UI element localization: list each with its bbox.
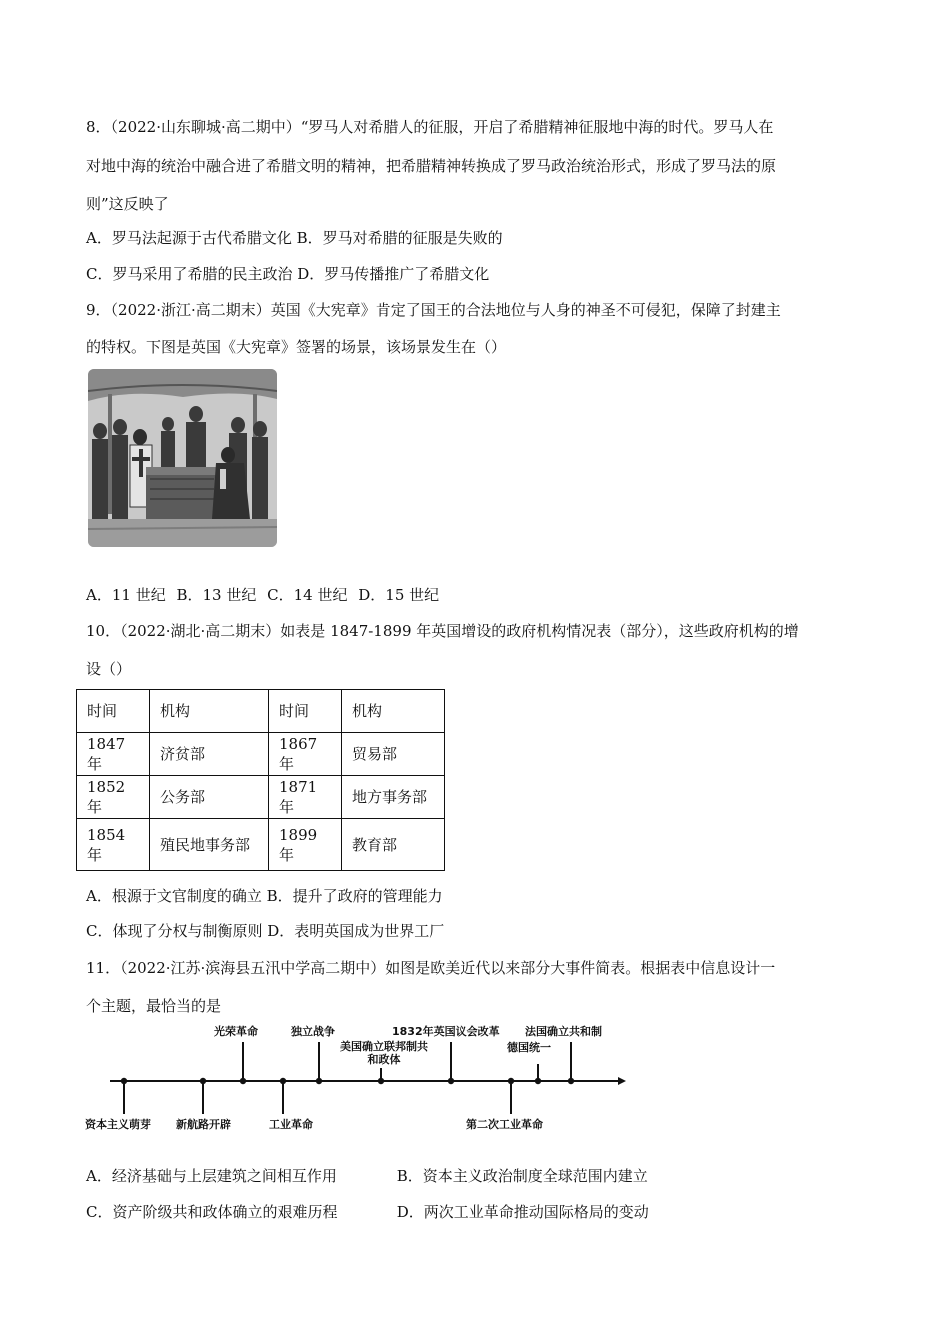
q11-option-d[interactable]: D．两次工业革命推动国际格局的变动 <box>396 1203 649 1221</box>
q9-options[interactable] <box>86 585 445 605</box>
table-header-cell: 时间 <box>269 690 342 733</box>
q11-option-b[interactable]: B．资本主义政治制度全球范围内建立 <box>396 1167 648 1185</box>
table-cell: 地方事务部 <box>342 776 445 819</box>
timeline-label-war-of-independence: 独立战争 <box>291 1025 335 1038</box>
table-header-cell: 机构 <box>342 690 445 733</box>
q11-option-c[interactable]: C．资产阶级共和政体确立的艰难历程 <box>86 1203 338 1221</box>
timeline-label-french-republic: 法国确立共和制 <box>525 1025 602 1038</box>
timeline-label-german-unification: 德国统一 <box>507 1041 551 1054</box>
table-cell: 贸易部 <box>342 733 445 776</box>
q9-option-b[interactable]: B．13 世纪 <box>176 586 257 604</box>
q10-line-1: 10．（2022·湖北·高二期末）如表是 1847-1899 年英国增设的政府机构情况表（部分），这些政府机构的增 <box>86 622 799 640</box>
table-row <box>77 776 445 819</box>
q11-options-row-2[interactable] <box>86 1202 655 1222</box>
table-row <box>77 819 445 871</box>
timeline-label-second-industrial-revolution: 第二次工业革命 <box>466 1118 543 1131</box>
timeline-label-us-federal-republic: 美国确立联邦制共和政体 <box>340 1040 428 1066</box>
q9-option-c[interactable]: C．14 世纪 <box>267 586 348 604</box>
q9-option-d[interactable]: D．15 世纪 <box>358 586 440 604</box>
table-cell: 教育部 <box>342 819 445 871</box>
timeline-label-industrial-revolution: 工业革命 <box>269 1118 313 1131</box>
table-header-cell: 时间 <box>77 690 150 733</box>
q8-options-row-1[interactable]: A．罗马法起源于古代希腊文化 B．罗马对希腊的征服是失败的 <box>86 229 503 247</box>
timeline-label-glorious-revolution: 光荣革命 <box>214 1025 258 1038</box>
table-cell: 1899 年 <box>269 819 342 871</box>
table-cell: 济贫部 <box>150 733 269 776</box>
events-timeline <box>80 1018 640 1138</box>
q11-option-a[interactable]: A．经济基础与上层建筑之间相互作用 <box>86 1167 337 1185</box>
q10-line-2: 设（） <box>86 660 132 678</box>
q10-options-row-1[interactable]: A．根源于文官制度的确立 B．提升了政府的管理能力 <box>86 887 443 905</box>
table-row <box>77 733 445 776</box>
table-header-cell: 机构 <box>150 690 269 733</box>
timeline-label-1832-reform: 1832年英国议会改革 <box>392 1025 500 1038</box>
table-cell: 殖民地事务部 <box>150 819 269 871</box>
q11-line-2: 个主题，最恰当的是 <box>86 997 222 1015</box>
q11-line-1: 11．（2022·江苏·滨海县五汛中学高二期中）如图是欧美近代以来部分大事件简表。根据表中信息设计一 <box>86 959 776 977</box>
q8-options-row-2[interactable]: C．罗马采用了希腊的民主政治 D．罗马传播推广了希腊文化 <box>86 265 490 283</box>
q9-line-2: 的特权。下图是英国《大宪章》签署的场景，该场景发生在（） <box>86 338 507 356</box>
table-cell: 1847 年 <box>77 733 150 776</box>
table-cell: 1871 年 <box>269 776 342 819</box>
timeline-label-capitalism-sprouts: 资本主义萌芽 <box>85 1118 151 1131</box>
q11-options-row-1[interactable] <box>86 1166 654 1186</box>
q9-option-a[interactable]: A．11 世纪 <box>86 586 166 604</box>
table-header-row <box>77 690 445 733</box>
q8-line-1: 8．（2022·山东聊城·高二期中）“罗马人对希腊人的征服，开启了希腊精神征服地中海的时代。罗马人在 <box>86 118 774 136</box>
q8-line-3: 则”这反映了 <box>86 195 169 213</box>
government-agencies-table <box>76 689 445 871</box>
table-cell: 1854 年 <box>77 819 150 871</box>
q10-options-row-2[interactable]: C．体现了分权与制衡原则 D．表明英国成为世界工厂 <box>86 922 445 940</box>
q9-line-1: 9．（2022·浙江·高二期末）英国《大宪章》肯定了国王的合法地位与人身的神圣不可侵犯，保障了封建主 <box>86 301 781 319</box>
table-cell: 公务部 <box>150 776 269 819</box>
timeline-label-new-sea-routes: 新航路开辟 <box>176 1118 231 1131</box>
q8-line-2: 对地中海的统治中融合进了希腊文明的精神，把希腊精神转换成了罗马政治统治形式，形成了罗马法的原 <box>86 157 777 175</box>
table-cell: 1852 年 <box>77 776 150 819</box>
table-cell: 1867 年 <box>269 733 342 776</box>
magna-carta-illustration <box>88 369 277 547</box>
